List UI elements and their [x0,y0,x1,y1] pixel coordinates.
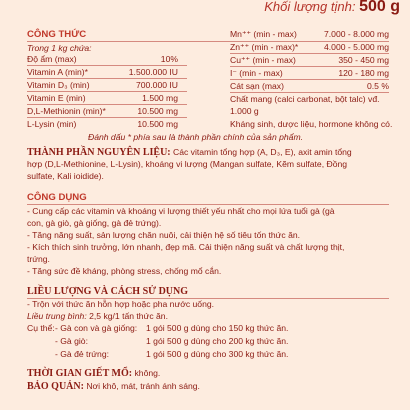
ingredient-value: 350 - 450 mg [338,55,389,65]
specific-who: - Gà con và gà giống: [55,323,138,333]
ingredient-value: 4.000 - 5.000 mg [324,42,389,52]
specific-who: - Gà giò: [55,336,88,346]
ingredient-name: Vitamin E (min) [27,93,86,103]
specific-dose: 1 gói 500 g dùng cho 200 kg thức ăn. [146,336,289,346]
ingredient-name: L-Lysin (min) [27,119,77,129]
ingredient-value: 10.500 mg [137,119,178,129]
divider [27,78,187,79]
divider [27,91,187,92]
ingredient-value: 7.000 - 8.000 mg [324,29,389,39]
cong-dung-line: trứng. [27,254,50,264]
divider [27,65,187,66]
ingredient-value: 120 - 180 mg [338,68,389,78]
cong-dung-line: con, gà giò, gà giống, gà đẻ trứng). [27,218,162,228]
ingredient-name: Cu⁺⁺ (min - max) [230,55,296,65]
cong-dung-line: - Kích thích sinh trưởng, lớn nhanh, đẹp mã. Cải thiện năng suất và chất lượng thịt, [27,242,345,252]
footnote: Đánh dấu * phía sau là thành phần chính của sản phẩm. [88,132,304,142]
divider [230,53,389,54]
cong-dung-line: - Tăng năng suất, sản lượng chăn nuôi, cải thiện hệ số tiêu tốn thức ăn. [27,230,301,240]
divider [27,204,389,205]
cong-thuc-title: CÔNG THỨC [27,29,87,40]
no-antibiotics-note: Kháng sinh, dược liệu, hormone không có. [230,119,393,129]
cong-thuc-subtitle: Trong 1 kg chứa: [27,43,92,53]
ingredient-value: 10.500 mg [137,106,178,116]
ingredient-name: Zn⁺⁺ (min - max)* [230,42,299,52]
divider [230,92,389,93]
cong-dung-line: - Cung cấp các vitamin và khoáng vi lượng thiết yếu nhất cho mọi lứa tuổi gà (gà [27,206,335,216]
ingredient-name: Vitamin A (min)* [27,67,88,77]
cong-dung-title: CÔNG DỤNG [27,192,87,203]
thoi-gian-giet-mo: THỜI GIAN GIẾT MỔ: không. [27,368,161,379]
nguyen-lieu-line-3: sulfate, Kali ioidide). [27,171,104,181]
ingredient-value: 1.500.000 IU [128,67,178,77]
ingredient-value: 0.5 % [367,81,389,91]
divider [230,66,389,67]
net-weight: Khối lượng tịnh: 500 g [264,0,400,15]
divider [27,117,187,118]
specific-label: Cụ thể: [27,323,55,333]
divider [27,104,187,105]
carrier-text: Chất mang (calci carbonat, bột talc) vđ. [230,94,380,104]
ingredient-name: Mn⁺⁺ (min - max) [230,29,297,39]
ingredient-value: 10% [160,54,178,64]
ingredient-name: I⁻ (min - max) [230,68,283,78]
specific-dose: 1 gói 500 g dùng cho 150 kg thức ăn. [146,323,289,333]
specific-who: - Gà đẻ trứng: [55,349,109,359]
thoi-gian-title: THỜI GIAN GIẾT MỔ: [27,368,133,379]
cong-dung-line: - Tăng sức đề kháng, phòng stress, chống mổ cắn. [27,266,222,276]
ingredient-value: 1.500 mg [142,93,178,103]
ingredient-name: Vitamin D₃ (min) [27,80,90,90]
nguyen-lieu-line-2: hợp (D,L-Methionine, L-Lysin), khoáng vi lượng (Mangan sulfate, Kẽm sulfate, Đồng [27,159,348,169]
lieu-luong-title: LIỀU LƯỢNG VÀ CÁCH SỬ DỤNG [27,286,189,297]
specific-dose: 1 gói 500 g dùng cho 300 kg thức ăn. [146,349,289,359]
net-weight-value: 500 g [359,0,400,15]
average-dose: Liều trung bình: 2,5 kg/1 tấn thức ăn. [27,311,168,321]
divider [230,79,389,80]
nguyen-lieu-title: THÀNH PHẦN NGUYÊN LIỆU: [27,147,171,158]
bao-quan-title: BẢO QUẢN: [27,381,84,392]
ingredient-name: Cát sạn (max) [230,81,284,91]
ingredient-value: 700.000 IU [135,80,178,90]
carrier-value: 1.000 g [230,106,259,116]
ingredient-name: Độ ẩm (max) [27,54,77,64]
lieu-luong-usage: - Trộn với thức ăn hỗn hợp hoặc pha nước uống. [27,299,215,309]
ingredient-name: D,L-Methionin (min)* [27,106,106,116]
nguyen-lieu-line-1: THÀNH PHẦN NGUYÊN LIỆU: Các vitamin tổng hợp (A, D₃, E), axit amin tổng [27,147,352,158]
bao-quan: BẢO QUẢN: Nơi khô, mát, tránh ánh sáng. [27,381,200,392]
